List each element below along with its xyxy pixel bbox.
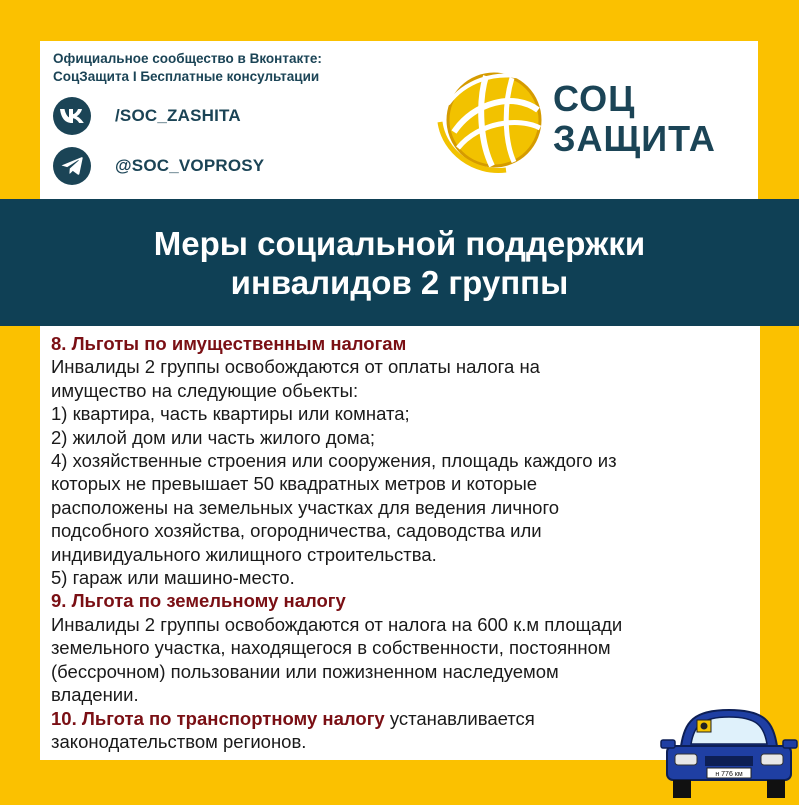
community-line: Официальное сообщество в Вконтакте: <box>53 51 322 66</box>
header-card <box>40 41 758 199</box>
text-line: расположены на земельных участках для ведения личного <box>51 496 560 518</box>
heading-continuation: устанавливается <box>384 707 535 729</box>
text-line: земельного участка, находящегося в собственности, постоянном <box>51 637 611 659</box>
car-illustration-icon <box>659 700 799 800</box>
text-line: Инвалиды 2 группы освобождаются от налога на 600 к.м площади <box>51 613 623 635</box>
vk-link[interactable] <box>53 97 241 135</box>
title-line: инвалидов 2 группы <box>230 263 569 301</box>
section-heading: 9. Льгота по земельному налогу <box>51 590 346 612</box>
logo-line: СОЦ <box>553 78 636 119</box>
license-plate: н 776 км <box>715 771 743 778</box>
content-card <box>40 326 760 760</box>
text-line: 2) жилой дом или часть жилого дома; <box>51 426 376 448</box>
globe-logo-icon <box>434 62 552 180</box>
text-line: имущество на следующие обьекты: <box>51 379 359 401</box>
logo-line: ЗАЩИТА <box>553 118 716 159</box>
text-line: которых не превышает 50 квадратных метров и которые <box>51 473 538 495</box>
section-heading: 8. Льготы по имущественным налогам <box>51 333 407 354</box>
text-line: Инвалиды 2 группы освобождаются от оплаты налога на <box>51 356 540 378</box>
content-text <box>51 332 771 753</box>
telegram-link[interactable] <box>53 147 264 185</box>
telegram-icon <box>53 147 91 185</box>
text-line: 1) квартира, часть квартиры или комната; <box>51 403 410 425</box>
text-line: законодательством регионов. <box>51 730 307 752</box>
text-line: владении. <box>51 684 139 706</box>
text-line: подсобного хозяйства, огородничества, садоводства или <box>51 520 542 542</box>
vk-logo-icon <box>53 97 91 135</box>
page-title <box>154 224 645 302</box>
title-band <box>0 199 799 326</box>
title-line: Меры социальной поддержки <box>153 224 646 262</box>
text-line: (бессрочном) пользовании или пожизненном наследуемом <box>51 660 559 682</box>
community-line: СоцЗащита I Бесплатные консультации <box>53 69 320 84</box>
section-heading: 10. Льгота по транспортному налогу <box>51 707 385 729</box>
text-line: 4) хозяйственные строения или сооружения, площадь каждого из <box>51 450 617 472</box>
text-line: индивидуального жилищного строительства. <box>51 543 437 565</box>
vk-handle: /SOC_ZASHITA <box>115 106 241 125</box>
telegram-handle: @SOC_VOPROSY <box>115 156 265 175</box>
logo-wordmark <box>553 79 716 159</box>
community-info <box>53 50 322 86</box>
text-line: 5) гараж или машино-место. <box>51 567 295 589</box>
